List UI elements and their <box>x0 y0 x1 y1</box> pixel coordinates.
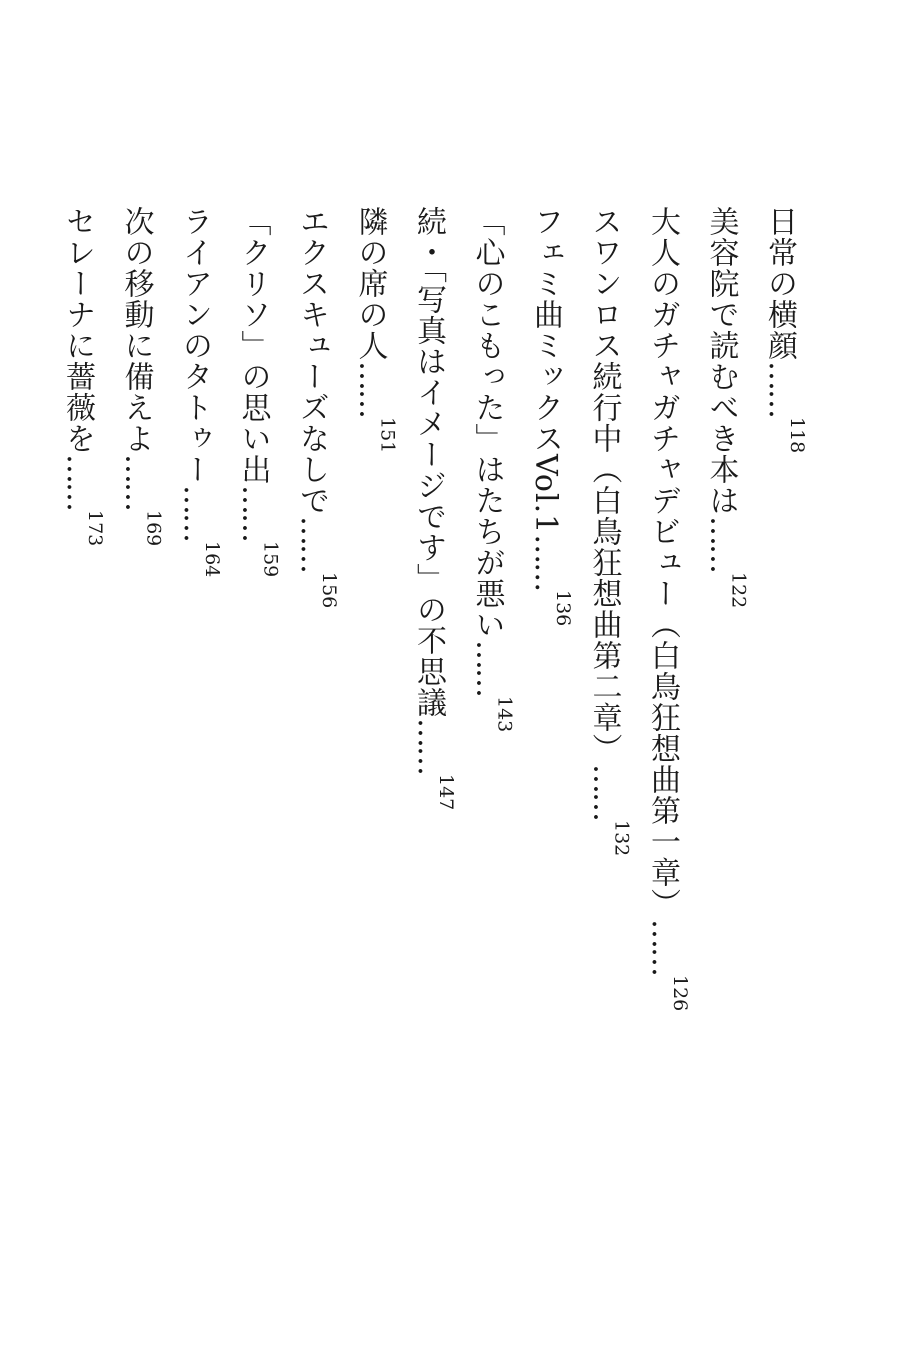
toc-entry <box>633 206 692 1012</box>
toc-entry-leader: …… <box>411 718 446 774</box>
toc-entry-title: ライアンのタトゥー <box>177 206 212 485</box>
toc-entry-page: 151 <box>376 417 399 454</box>
toc-entry-leader: …… <box>762 361 797 417</box>
toc-entry-leader: …… <box>60 454 95 510</box>
toc-entry-title: エクスキューズなしで <box>294 206 329 516</box>
toc-entry-leader: …… <box>294 516 329 572</box>
toc-entry-page: 143 <box>493 696 516 733</box>
toc-entry-page: 136 <box>552 590 574 627</box>
toc-entry-leader: …… <box>352 361 388 417</box>
toc-entry-page: 169 <box>142 510 165 547</box>
toc-entry-page: 126 <box>669 975 691 1012</box>
toc-entry-title: 日常の横顔 <box>762 206 797 361</box>
toc-entry-leader: …… <box>703 516 739 572</box>
toc-entry-title: スワンロス続行中（白鳥狂想曲第二章） <box>586 206 622 764</box>
toc-entry-title: 「心のこもった」はたちが悪い <box>469 206 505 640</box>
table-of-contents <box>48 206 809 1012</box>
toc-entry-title: 次の移動に備えよ <box>118 206 154 454</box>
toc-entry <box>48 206 107 886</box>
toc-entry <box>340 206 399 886</box>
toc-entry-title: 美容院で読むべき本は <box>703 206 739 516</box>
toc-entry <box>750 206 809 886</box>
toc-entry-page: 147 <box>435 774 457 811</box>
toc-entry-leader: …… <box>645 919 680 975</box>
toc-entry <box>574 206 633 886</box>
toc-entry-leader: …… <box>235 485 271 541</box>
toc-entry-leader: …… <box>528 534 563 591</box>
toc-entry-page: 156 <box>318 572 340 609</box>
toc-entry-title: セレーナに薔薇を <box>60 206 95 454</box>
toc-entry-leader: …… <box>118 454 154 510</box>
toc-entry-page: 122 <box>727 572 750 609</box>
toc-entry-title: 「クリソ」の思い出 <box>235 206 271 485</box>
toc-entry-leader: …… <box>469 640 505 696</box>
toc-entry <box>399 206 458 886</box>
toc-entry-page: 159 <box>259 541 282 578</box>
toc-entry-title: 大人のガチャガチャデビュー（白鳥狂想曲第一章） <box>645 206 680 919</box>
toc-entry-page: 118 <box>786 417 808 454</box>
toc-entry-title: フェミ曲ミックスVol.1 <box>528 206 563 535</box>
toc-entry-page: 164 <box>201 541 223 578</box>
toc-entry <box>691 206 750 886</box>
toc-entry-leader: …… <box>586 764 622 820</box>
toc-entry-title: 続・「写真はイメージです」の不思議 <box>411 206 446 718</box>
toc-entry-page: 173 <box>84 510 106 547</box>
toc-entry-leader: …… <box>177 485 212 541</box>
toc-entry-title: 隣の席の人 <box>352 206 388 361</box>
toc-entry <box>516 206 575 886</box>
toc-entry-page: 132 <box>610 820 633 857</box>
